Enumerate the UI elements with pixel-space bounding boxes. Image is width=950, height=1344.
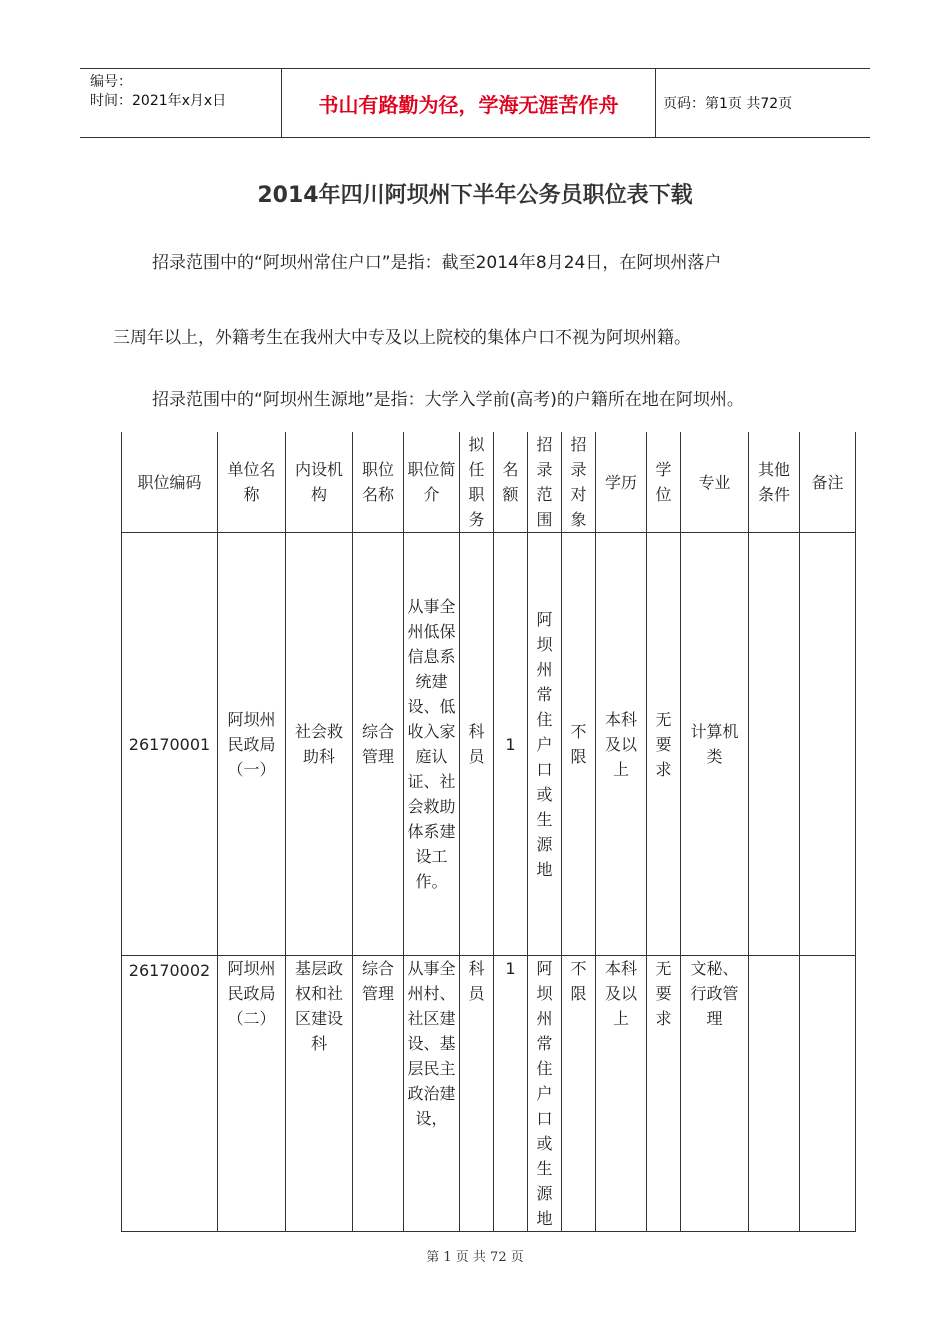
- cell-target: 不限: [562, 956, 596, 1232]
- header-intro: 职位简介: [404, 432, 460, 533]
- cell-intro: 从事全州低保信息系统建设、低收入家庭认证、社会救助体系建设工作。: [404, 533, 460, 956]
- paragraph-1-line-2: 三周年以上，外籍考生在我州大中专及以上院校的集体户口不视为阿坝州籍。: [113, 328, 691, 348]
- cell-degree: 无要求: [647, 956, 681, 1232]
- header-quota: 名额: [494, 432, 528, 533]
- table-row: [122, 533, 856, 956]
- cell-remark: [800, 956, 856, 1232]
- cell-education: 本科及以上: [596, 533, 647, 956]
- cell-rank: 科员: [460, 956, 494, 1232]
- header-position: 职位名称: [353, 432, 404, 533]
- header-major: 专业: [681, 432, 749, 533]
- cell-intro: 从事全州村、社区建设、基层民主政治建设，: [404, 956, 460, 1232]
- header-target: 招录对象: [562, 432, 596, 533]
- document-title: 2014年四川阿坝州下半年公务员职位表下载: [257, 183, 693, 208]
- cell-dept: 社会救助科: [286, 533, 353, 956]
- positions-table: [121, 432, 856, 1232]
- cell-major: 计算机类: [681, 533, 749, 956]
- cell-rank: 科员: [460, 533, 494, 956]
- header-motto: 书山有路勤为径，学海无涯苦作舟: [282, 69, 656, 137]
- table-row: [122, 956, 856, 1232]
- cell-unit: 阿坝州民政局（一）: [218, 533, 286, 956]
- header-dept: 内设机构: [286, 432, 353, 533]
- header-education: 学历: [596, 432, 647, 533]
- header-code: 职位编码: [122, 432, 218, 533]
- cell-scope: 阿坝州常住户口或生源地: [528, 956, 562, 1232]
- cell-position: 综合管理: [353, 956, 404, 1232]
- number-label: 编号：: [90, 74, 132, 90]
- paragraph-2: 招录范围中的“阿坝州生源地”是指：大学入学前(高考)的户籍所在地在阿坝州。: [152, 390, 744, 410]
- cell-education: 本科及以上: [596, 956, 647, 1232]
- cell-other: [749, 956, 800, 1232]
- header-rank: 拟任职务: [460, 432, 494, 533]
- header-scope: 招录范围: [528, 432, 562, 533]
- cell-code: 26170001: [122, 533, 218, 956]
- header-page-info: 页码：第1页 共72页: [663, 96, 793, 112]
- cell-quota: 1: [494, 956, 528, 1232]
- header-unit: 单位名称: [218, 432, 286, 533]
- cell-other: [749, 533, 800, 956]
- header-remark: 备注: [800, 432, 856, 533]
- cell-major: 文秘、行政管理: [681, 956, 749, 1232]
- time-label: 时间：2021年x月x日: [90, 93, 227, 109]
- cell-code: 26170002: [122, 956, 218, 1232]
- paragraph-1-line-1: 招录范围中的“阿坝州常住户口”是指：截至2014年8月24日，在阿坝州落户: [152, 253, 722, 273]
- cell-unit: 阿坝州民政局（二）: [218, 956, 286, 1232]
- header-meta: [80, 69, 282, 137]
- document-header: [80, 68, 870, 138]
- page-footer: 第 1 页 共 72 页: [426, 1250, 524, 1265]
- cell-target: 不限: [562, 533, 596, 956]
- cell-position: 综合管理: [353, 533, 404, 956]
- cell-remark: [800, 533, 856, 956]
- cell-dept: 基层政权和社区建设科: [286, 956, 353, 1232]
- table-header-row: [122, 432, 856, 533]
- header-degree: 学位: [647, 432, 681, 533]
- cell-scope: 阿坝州常住户口或生源地: [528, 533, 562, 956]
- header-other: 其他条件: [749, 432, 800, 533]
- cell-degree: 无要求: [647, 533, 681, 956]
- cell-quota: 1: [494, 533, 528, 956]
